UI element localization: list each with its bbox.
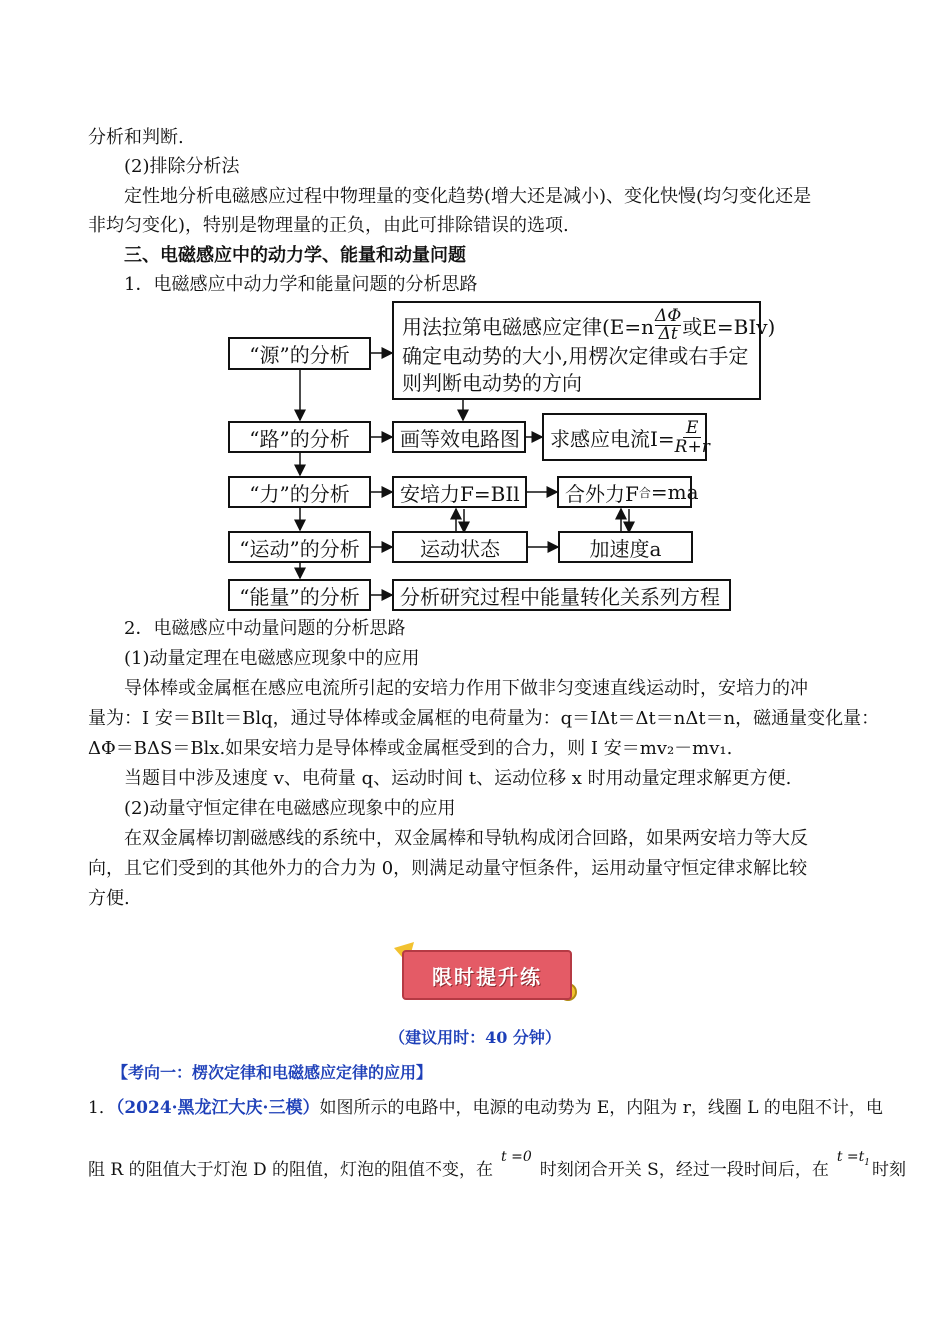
time-t1 xyxy=(836,1149,870,1168)
faraday-text-end: 或E=BIv) xyxy=(682,314,776,339)
text-line: ΔΦ＝BΔS＝Blx.如果安培力是导体棒或金属框受到的合力，则 I 安＝mv₂－mv₁. xyxy=(88,738,733,759)
faraday-fraction xyxy=(655,305,682,344)
question-1-line2 xyxy=(88,1149,906,1189)
netforce-eq: =ma xyxy=(650,480,699,504)
time-zero: t =0 xyxy=(501,1149,532,1165)
flow-induced-current xyxy=(542,413,710,461)
flow-net-force xyxy=(557,476,699,508)
subsection-heading: 2．电磁感应中动量问题的分析思路 xyxy=(124,618,406,639)
flow-energy-equation: 分析研究过程中能量转化关系列方程 xyxy=(392,579,731,611)
time-t1-label: t =t xyxy=(836,1149,865,1165)
text-line: 量为：I 安＝BIlt＝Blq，通过导体棒或金属框的电荷量为：q＝IΔt＝Δt＝nΔt＝n，磁通量变化量： xyxy=(88,708,880,729)
text-line: 导体棒或金属框在感应电流所引起的安培力作用下做非匀变速直线运动时，安培力的冲 xyxy=(124,678,808,699)
flow-acceleration: 加速度a xyxy=(558,531,693,563)
flow-ampere-force: 安培力F=BIl xyxy=(392,476,527,508)
flow-motion-analysis: “运动”的分析 xyxy=(228,531,371,563)
question-number: 1． xyxy=(88,1098,116,1118)
subsection-heading: 1．电磁感应中动力学和能量问题的分析思路 xyxy=(124,274,478,295)
time-t1-sub: 1 xyxy=(864,1157,870,1168)
practice-badge xyxy=(392,940,582,1010)
fraction-top: ΔΦ xyxy=(655,305,682,326)
text-line: (2)排除分析法 xyxy=(124,156,240,177)
question-1-line1 xyxy=(88,1096,883,1120)
flow-faraday-box xyxy=(392,301,776,400)
netforce-sub: 合 xyxy=(638,485,651,500)
question-text: 时刻 xyxy=(872,1160,906,1180)
text-line: 向，且它们受到的其他外力的合力为 0，则满足动量守恒条件，运用动量守恒定律求解比较 xyxy=(88,858,808,879)
flow-equivalent-circuit: 画等效电路图 xyxy=(392,421,526,453)
current-fraction xyxy=(675,419,710,456)
text-line: 定性地分析电磁感应过程中物理量的变化趋势(增大还是减小)、变化快慢(均匀变化还是 xyxy=(124,186,812,207)
text-line: 当题目中涉及速度 v、电荷量 q、运动时间 t、运动位移 x 时用动量定理求解更方便. xyxy=(124,768,792,789)
faraday-line2: 确定电动势的大小,用楞次定律或右手定 xyxy=(402,344,749,368)
section-tag: 【考向一：楞次定律和电磁感应定律的应用】 xyxy=(112,1063,433,1082)
text-line: (2)动量守恒定律在电磁感应现象中的应用 xyxy=(124,798,456,819)
badge-label: 限时提升练 xyxy=(402,950,572,1000)
flow-force-analysis: “力”的分析 xyxy=(228,476,371,508)
flow-source-analysis: “源”的分析 xyxy=(228,337,371,370)
question-text: 如图所示的电路中，电源的电动势为 E，内阻为 r，线圈 L 的电阻不计，电 xyxy=(319,1098,883,1118)
faraday-line3: 则判断电动势的方向 xyxy=(402,371,582,395)
fraction-top: E xyxy=(683,419,701,438)
text-line: (1)动量定理在电磁感应现象中的应用 xyxy=(124,648,420,669)
question-text: 阻 R 的阻值大于灯泡 D 的阻值，灯泡的阻值不变，在 xyxy=(88,1160,494,1180)
text-line: 方便. xyxy=(88,888,130,909)
netforce-text: 合外力F xyxy=(565,481,639,506)
question-text: 时刻闭合开关 S，经过一段时间后，在 xyxy=(539,1160,829,1180)
flow-motion-state: 运动状态 xyxy=(392,531,528,563)
flow-circuit-analysis: “路”的分析 xyxy=(228,421,371,453)
fraction-bottom: R+r xyxy=(674,436,710,457)
text-line: 分析和判断. xyxy=(88,127,184,148)
current-text: 求感应电流I= xyxy=(550,426,675,451)
flowchart xyxy=(0,0,950,640)
fraction-bottom: Δt xyxy=(658,323,678,344)
text-line: 非均匀变化)，特别是物理量的正负，由此可排除错误的选项. xyxy=(88,215,569,236)
section-heading: 三、电磁感应中的动力学、能量和动量问题 xyxy=(124,245,466,266)
time-note: （建议用时：40 分钟） xyxy=(389,1028,561,1047)
text-line: 在双金属棒切割磁感线的系统中，双金属棒和导轨构成闭合回路，如果两安培力等大反 xyxy=(124,828,808,849)
faraday-text: 用法拉第电磁感应定律(E=n xyxy=(402,314,655,339)
question-source: （2024·黑龙江大庆·三模） xyxy=(115,1098,320,1118)
flow-energy-analysis: “能量”的分析 xyxy=(228,579,371,611)
